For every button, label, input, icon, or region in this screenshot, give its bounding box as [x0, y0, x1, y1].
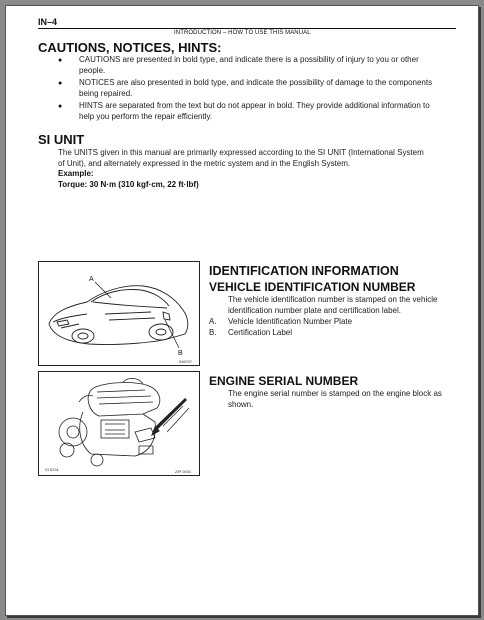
running-title: INTRODUCTION – HOW TO USE THIS MANUAL	[174, 30, 311, 36]
bullet-line: HINTS are separated from the text but do not appear in bold. They provide additional information to	[79, 101, 430, 110]
cautions-bullet-2	[79, 78, 459, 99]
item-letter: A.	[209, 317, 217, 326]
si-unit-body	[58, 148, 458, 190]
example-text: Torque: 30 N·m (310 kgf·cm, 22 ft·lbf)	[58, 179, 199, 189]
si-unit-title: SI UNIT	[38, 132, 85, 147]
identification-title: IDENTIFICATION INFORMATION	[209, 264, 399, 278]
engine-line: The engine serial number is stamped on the engine block as	[228, 389, 442, 398]
list-item	[209, 328, 409, 339]
header-rule	[38, 28, 456, 29]
bullet-line: CAUTIONS are presented in bold type, and indicate there is a possibility of injury to you or other	[79, 55, 419, 64]
si-unit-line: The UNITS given in this manual are primarily expressed according to the SI UNIT (International System	[58, 148, 424, 157]
manual-page	[5, 5, 479, 616]
engine-serial-title: ENGINE SERIAL NUMBER	[209, 374, 359, 388]
figure-code: IN0037	[179, 359, 192, 364]
bullet-line: help you perform the repair efficiently.	[79, 111, 213, 121]
callout-a: A	[89, 276, 94, 283]
vin-line: The vehicle identification number is stamped on the vehicle	[228, 295, 438, 304]
vehicle-figure	[38, 261, 200, 366]
page-number: IN–4	[38, 17, 58, 27]
item-letter: B.	[209, 327, 217, 337]
list-item	[209, 317, 409, 328]
figure-code-right: ZIP 0031	[175, 469, 192, 474]
bullet-line: people.	[79, 65, 106, 75]
cautions-title: CAUTIONS, NOTICES, HINTS:	[38, 40, 222, 55]
callout-b: B	[178, 350, 183, 357]
bullet-icon: ●	[58, 80, 63, 87]
vin-line: identification number plate and certification label.	[228, 305, 401, 315]
example-label: Example:	[58, 169, 94, 178]
bullet-icon: ●	[58, 103, 63, 110]
bullet-icon: ●	[58, 57, 63, 64]
vin-title: VEHICLE IDENTIFICATION NUMBER	[209, 280, 416, 294]
vin-description	[228, 295, 468, 316]
item-text: Vehicle Identification Number Plate	[228, 317, 353, 326]
engine-illustration	[39, 372, 199, 475]
engine-serial-description	[228, 389, 468, 410]
vehicle-illustration	[39, 262, 199, 365]
engine-line: shown.	[228, 399, 254, 409]
si-unit-line: of Unit), and alternately expressed in the metric system and in the English System.	[58, 158, 351, 168]
engine-figure	[38, 371, 200, 476]
figure-code-left: SI 5131	[45, 467, 59, 472]
bullet-line: NOTICES are also presented in bold type, and indicate the possibility of damage to the components	[79, 78, 433, 87]
cautions-bullet-1	[79, 55, 459, 76]
item-text: Certification Label	[228, 327, 293, 337]
vin-items	[209, 317, 409, 338]
bullet-line: being repaired.	[79, 88, 133, 98]
cautions-bullet-3	[79, 101, 459, 122]
